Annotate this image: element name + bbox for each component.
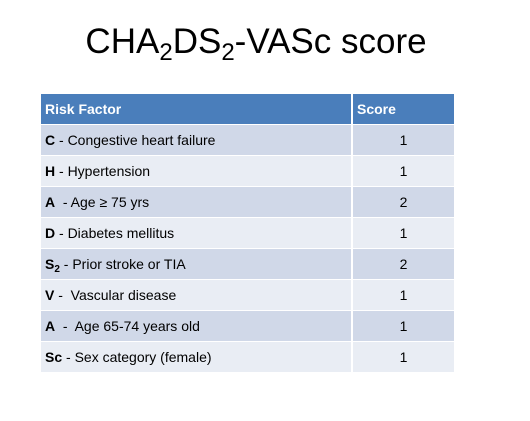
risk-factor-description: - Congestive heart failure (55, 132, 216, 148)
score-cell: 1 (352, 156, 454, 187)
risk-factor-letter: H (45, 163, 56, 179)
risk-factor-description: - Sex category (female) (62, 349, 212, 365)
risk-factor-letter: A (45, 318, 56, 334)
risk-factor-letter: $S_2$ (45, 256, 60, 275)
slide-title: $CHA_2DS_2$-VASc score (85, 22, 427, 66)
risk-factor-letter: V (45, 287, 55, 303)
table-row (41, 187, 454, 218)
risk-factor-cell (41, 249, 352, 280)
score-cell: 1 (352, 311, 454, 342)
score-cell: 1 (352, 342, 454, 373)
risk-factor-cell (41, 311, 352, 342)
risk-factor-cell (41, 218, 352, 249)
table-row (41, 218, 454, 249)
column-header-score: Score (352, 94, 454, 125)
risk-factor-letter-subscript: 2 (54, 264, 60, 275)
table-row (41, 311, 454, 342)
risk-factor-description: - Vascular disease (54, 287, 177, 303)
risk-factor-cell (41, 280, 352, 311)
risk-factor-description: - Age 65-74 years old (55, 318, 200, 334)
risk-factor-table (41, 94, 454, 373)
score-cell: 1 (352, 125, 454, 156)
risk-factor-cell (41, 342, 352, 373)
score-cell: 2 (352, 249, 454, 280)
table-row (41, 280, 454, 311)
table-row (41, 125, 454, 156)
risk-factor-description: - Age ≥ 75 yrs (55, 194, 150, 210)
column-header-risk-factor: Risk Factor (41, 94, 352, 125)
score-cell: 1 (352, 280, 454, 311)
risk-factor-letter: A (45, 194, 56, 210)
risk-factor-cell (41, 125, 352, 156)
risk-factor-letter: D (45, 225, 56, 241)
risk-factor-description: - Diabetes mellitus (55, 225, 175, 241)
score-cell: 1 (352, 218, 454, 249)
table-header-row (41, 94, 454, 125)
risk-factor-description: - Prior stroke or TIA (59, 256, 186, 272)
table-row (41, 249, 454, 280)
risk-factor-letter: C (45, 132, 56, 148)
table-row (41, 156, 454, 187)
risk-factor-description: - Hypertension (55, 163, 151, 179)
risk-factor-cell (41, 156, 352, 187)
risk-factor-letter: Sc (45, 349, 63, 365)
score-cell: 2 (352, 187, 454, 218)
risk-factor-cell (41, 187, 352, 218)
table-row (41, 342, 454, 373)
